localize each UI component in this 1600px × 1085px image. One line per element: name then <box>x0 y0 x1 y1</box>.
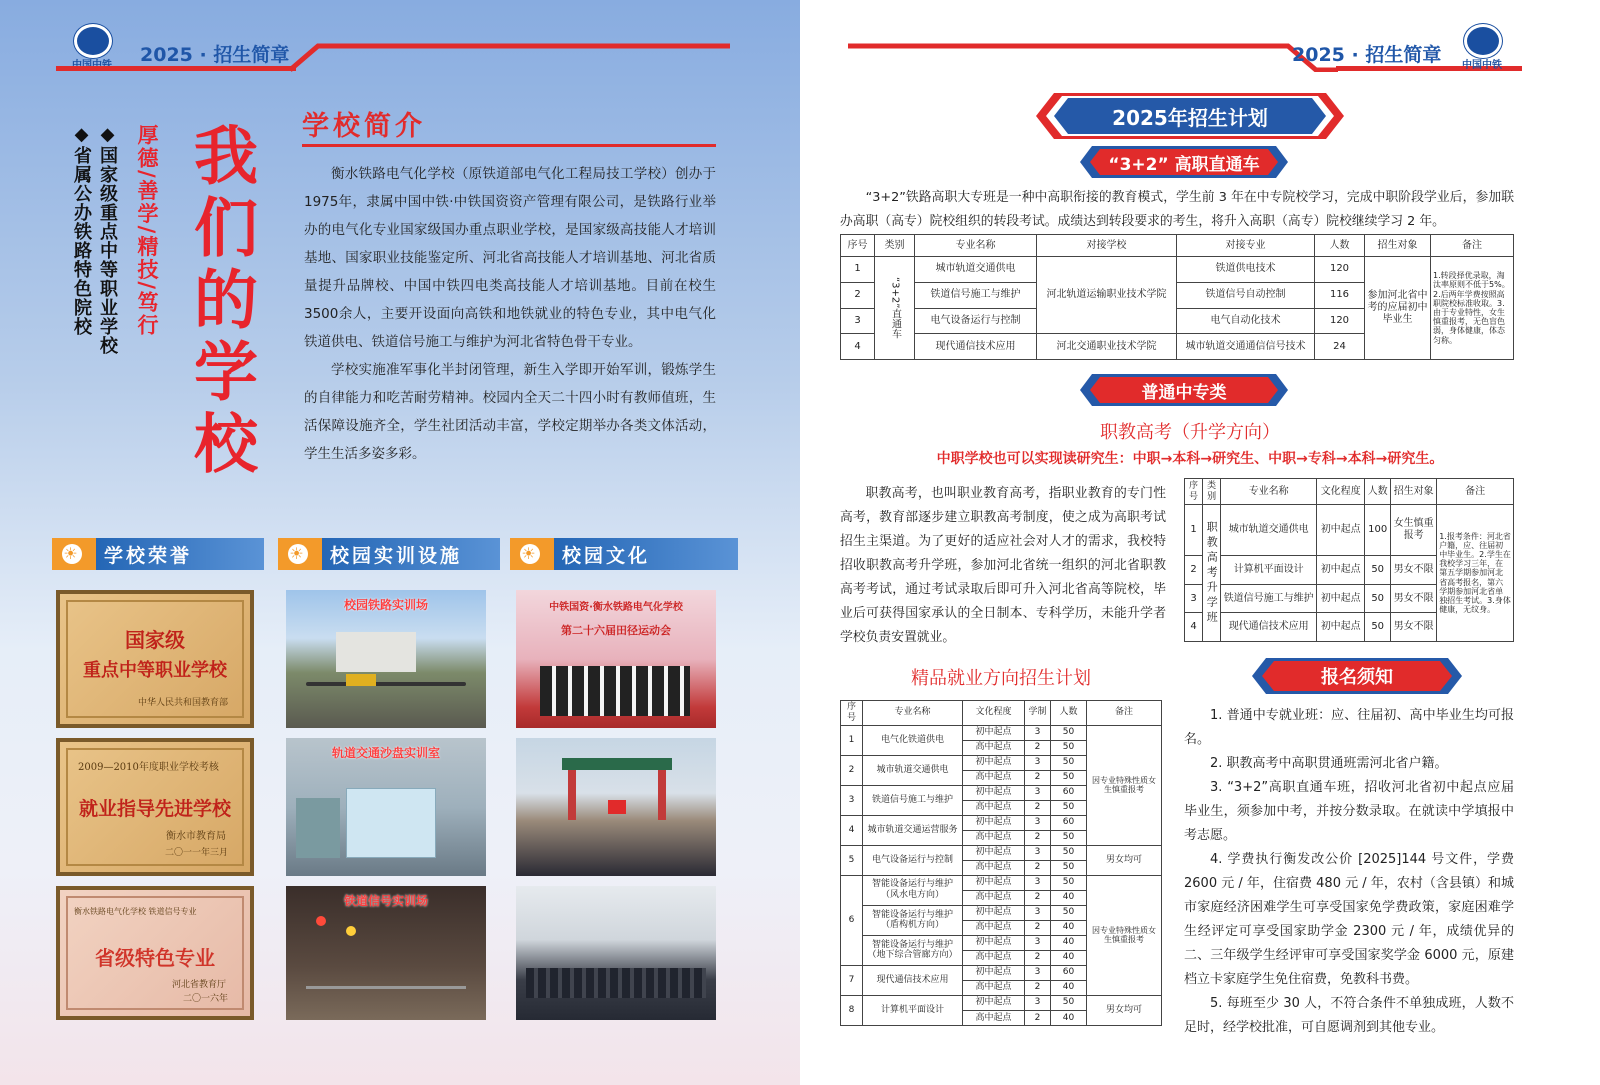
t3-cell: 7 <box>841 965 863 995</box>
section-honors <box>52 538 264 570</box>
t3-cell: 3 <box>1025 875 1051 890</box>
railway-logo-icon <box>1464 24 1502 58</box>
t2-cell: 50 <box>1365 584 1391 613</box>
t2-head: 序号 <box>1185 479 1203 505</box>
t3-cell: 高中起点 <box>963 770 1025 785</box>
t2-note: 1.报考条件：河北省户籍，应、往届初中毕业生。2.学生在我校学习三年，在第五学期参加河北省高考报名，第六学期参加河北省单独招生考试。3.身体健康，无纹身。 <box>1437 505 1514 642</box>
t3-cell: 高中起点 <box>963 1010 1025 1025</box>
t3-cell: 智能设备运行与维护（地下综合管廊方向） <box>863 935 963 965</box>
t3-cell: 初中起点 <box>963 965 1025 980</box>
t1-head-major: 专业名称 <box>915 235 1037 257</box>
plaque-3-date: 二〇一六年 <box>182 994 228 1004</box>
t1-cell: 1 <box>841 257 875 283</box>
plaque-3-top: 衡水铁路电气化学校 铁道信号专业 <box>74 907 197 916</box>
t1-head-no: 序号 <box>841 235 875 257</box>
photo-signal-site <box>286 886 486 1020</box>
notice-list <box>1184 704 1514 1040</box>
t1-cell: 24 <box>1315 334 1365 360</box>
t3-cell: 高中起点 <box>963 740 1025 755</box>
t3-head: 序号 <box>841 701 863 726</box>
t2-cell: 100 <box>1365 505 1391 556</box>
t3-cell: 50 <box>1051 755 1087 770</box>
notice-item-3: 3. “3+2”高职直通车班，招收河北省初中起点应届毕业生，须参加中考，并按分数录取。在就读中学填报中考志愿。 <box>1184 780 1514 843</box>
t3-cell: 计算机平面设计 <box>863 995 963 1025</box>
plaque-2-date: 二〇一一年三月 <box>164 848 228 858</box>
header-title-right: 2025 · 招生简章 <box>1292 44 1442 66</box>
photo-sports-meet <box>516 590 716 728</box>
t3-cell: 2 <box>1025 980 1051 995</box>
t2-cell: 2 <box>1185 556 1203 585</box>
section-facilities-label: 校园实训设施 <box>330 544 463 567</box>
t3-cell: 3 <box>1025 755 1051 770</box>
t3-cell: 2 <box>841 755 863 785</box>
school-motto: 厚德/善学/精技/笃行 <box>135 124 160 338</box>
t3-cell: 50 <box>1051 800 1087 815</box>
t1-head-school: 对接学校 <box>1037 235 1177 257</box>
table-3plus2 <box>840 234 1514 360</box>
t3-cell: 3 <box>1025 725 1051 740</box>
honor-plaque-1 <box>56 590 254 728</box>
t3-cell: 40 <box>1051 920 1087 935</box>
sub2-path: 中职学校也可以实现读研究生：中职→本科→研究生、中职→专科→本科→研究生。 <box>936 451 1444 467</box>
t3-cell: 6 <box>841 875 863 965</box>
t1-cell: 120 <box>1315 308 1365 334</box>
t3-cell: 2 <box>1025 800 1051 815</box>
t1-category: “3+2”直通车 <box>875 257 915 360</box>
t1-cell: 现代通信技术应用 <box>915 334 1037 360</box>
logo-text-right: 中国中铁 <box>1462 60 1502 71</box>
t3-cell: 50 <box>1051 905 1087 920</box>
t3-cell: 3 <box>1025 905 1051 920</box>
t3-cell: 因专业特殊性质女生慎重报考 <box>1087 875 1162 995</box>
table-row <box>841 725 1162 740</box>
t1-head-count: 人数 <box>1315 235 1365 257</box>
sun-icon: ☀ <box>521 544 539 563</box>
t2-cell: 城市轨道交通供电 <box>1221 505 1317 556</box>
railway-logo-icon <box>74 24 112 58</box>
t3-cell: 高中起点 <box>963 830 1025 845</box>
t3-cell: 1 <box>841 725 863 755</box>
notice-title: 报名须知 <box>1321 667 1393 688</box>
t3-cell: 城市轨道交通运营服务 <box>863 815 963 845</box>
t1-note: 1.转段择优录取，淘汰率原则不低于5%。2.后两年学费按照高职院校标准收取。3.由于专业特性，女生慎重报考，无色盲色弱，身体健康，体态匀称。 <box>1431 257 1514 360</box>
t2-head: 文化程度 <box>1317 479 1365 505</box>
t3-head: 备注 <box>1087 701 1162 726</box>
bullet-2: ◆省属公办铁路特色院校 <box>71 124 92 336</box>
t3-cell: 2 <box>1025 770 1051 785</box>
t1-head-category: 类别 <box>875 235 915 257</box>
t3-cell: 60 <box>1051 785 1087 800</box>
plaque-1-line2: 重点中等职业学校 <box>83 660 227 681</box>
t1-cell: 2 <box>841 282 875 308</box>
table-vocational <box>1184 478 1514 642</box>
t3-cell: 城市轨道交通供电 <box>863 755 963 785</box>
header-title: 2025 · 招生简章 <box>140 44 290 66</box>
section-culture <box>510 538 738 570</box>
t3-cell: 高中起点 <box>963 980 1025 995</box>
plaque-1-issuer: 中华人民共和国教育部 <box>137 698 228 708</box>
notice-item-2: 2. 职教高考中高职贯通班需河北省户籍。 <box>1210 756 1448 771</box>
t1-cell: 116 <box>1315 282 1365 308</box>
t3-cell: 初中起点 <box>963 725 1025 740</box>
t3-cell: 50 <box>1051 845 1087 860</box>
sub2-title: 普通中专类 <box>1141 382 1227 403</box>
honor-plaque-3 <box>56 886 254 1020</box>
plaque-3-main: 省级特色专业 <box>95 946 215 970</box>
t2-cell: 女生慎重报考 <box>1391 505 1437 556</box>
caption-signal-site: 铁道信号实训场 <box>343 894 428 908</box>
t2-cell: 1 <box>1185 505 1203 556</box>
sun-icon: ☀ <box>289 544 307 563</box>
table-row <box>841 257 1514 283</box>
t3-head: 专业名称 <box>863 701 963 726</box>
t3-cell: 初中起点 <box>963 905 1025 920</box>
calligraphy-title: 我们的学校 <box>183 122 258 482</box>
plan-title: 2025年招生计划 <box>1112 105 1268 130</box>
table-row <box>841 875 1162 890</box>
photo-assembly-hall <box>516 886 716 1020</box>
t3-cell: 高中起点 <box>963 860 1025 875</box>
culture-sub: 第二十六届田径运动会 <box>561 624 671 637</box>
notice-item-5: 5. 每班至少 30 人，不符合条件不单独成班，人数不足时，经学校批准，可自愿调剂到其他专业。 <box>1184 996 1514 1035</box>
t2-head: 备注 <box>1437 479 1514 505</box>
t2-cell: 4 <box>1185 613 1203 642</box>
section-culture-label: 校园文化 <box>562 544 651 567</box>
t2-category: 职教高考升学班 <box>1203 505 1221 642</box>
t3-cell: 初中起点 <box>963 995 1025 1010</box>
t3-cell: 高中起点 <box>963 890 1025 905</box>
t3-cell: 2 <box>1025 740 1051 755</box>
t3-body <box>841 725 1162 1025</box>
t3-cell: 3 <box>1025 995 1051 1010</box>
t3-cell: 铁道信号施工与维护 <box>863 785 963 815</box>
t3-cell: 因专业特殊性质女生慎重报考 <box>1087 725 1162 845</box>
intro-underline <box>302 144 716 147</box>
sub2-description: 职教高考，也叫职业教育高考，指职业教育的专门性高考，教育部逐步建立职教高考制度，使之成为高职考试招生主渠道。为了更好的适应社会对人才的需求，我校特招收职教高考升学班，参加河北省统一组织的河北省职教高考考试，通过考试录取后即可升入河北省高等院校，毕业后可获得国家承认的全日制本、专科学历，未能升学者学校负责安置就业。 <box>840 486 1166 645</box>
t3-cell: 50 <box>1051 830 1087 845</box>
intro-title: 学校简介 <box>302 111 426 142</box>
t3-cell: 高中起点 <box>963 920 1025 935</box>
t1-cell: 120 <box>1315 257 1365 283</box>
t3-cell: 初中起点 <box>963 755 1025 770</box>
t1-cell: 城市轨道交通供电 <box>915 257 1037 283</box>
table-row <box>841 995 1162 1010</box>
t3-title: 精品就业方向招生计划 <box>911 668 1091 689</box>
caption-sandtable-room: 轨道交通沙盘实训室 <box>331 746 440 760</box>
culture-banner: 中铁国资·衡水铁路电气化学校 <box>549 602 683 613</box>
t2-cell: 男女不限 <box>1391 584 1437 613</box>
t3-cell: 50 <box>1051 995 1087 1010</box>
t1-school-b: 河北交通职业技术学院 <box>1037 334 1177 360</box>
t3-head: 文化程度 <box>963 701 1025 726</box>
t3-cell: 3 <box>1025 815 1051 830</box>
t3-cell: 初中起点 <box>963 815 1025 830</box>
right-page <box>800 0 1600 1085</box>
t3-cell: 2 <box>1025 890 1051 905</box>
t3-cell: 50 <box>1051 875 1087 890</box>
photo-railway-yard <box>286 590 486 728</box>
t3-cell: 2 <box>1025 950 1051 965</box>
table-row <box>841 845 1162 860</box>
t2-head: 招生对象 <box>1391 479 1437 505</box>
plaque-1-line1: 国家级 <box>125 628 185 652</box>
t1-cell: 电气设备运行与控制 <box>915 308 1037 334</box>
honor-plaque-2 <box>56 738 254 876</box>
t3-cell: 40 <box>1051 935 1087 950</box>
t3-cell: 3 <box>1025 965 1051 980</box>
intro-paragraph-2: 学校实施准军事化半封闭管理，新生入学即开始军训，锻炼学生的自律能力和吃苦耐劳精神。校园内全天二十四小时有教师值班，生活保障设施齐全，学生社团活动丰富，学校定期举办各类文体活动，学生生活多姿多彩。 <box>304 362 716 462</box>
t3-cell: 3 <box>1025 785 1051 800</box>
t3-head: 人数 <box>1051 701 1087 726</box>
sun-icon: ☀ <box>63 544 81 563</box>
t3-cell: 60 <box>1051 965 1087 980</box>
notice-item-1: 1. 普通中专就业班：应、往届初、高中毕业生均可报名。 <box>1184 708 1514 747</box>
t1-cell: 铁道信号自动控制 <box>1177 282 1315 308</box>
t3-cell: 初中起点 <box>963 875 1025 890</box>
t3-cell: 40 <box>1051 950 1087 965</box>
t3-cell: 现代通信技术应用 <box>863 965 963 995</box>
t2-cell: 初中起点 <box>1317 584 1365 613</box>
t3-cell: 高中起点 <box>963 800 1025 815</box>
t2-cell: 初中起点 <box>1317 505 1365 556</box>
t3-head: 学制 <box>1025 701 1051 726</box>
t3-cell: 40 <box>1051 980 1087 995</box>
t2-cell: 初中起点 <box>1317 556 1365 585</box>
t3-cell: 5 <box>841 845 863 875</box>
t2-cell: 铁道信号施工与维护 <box>1221 584 1317 613</box>
t3-cell: 8 <box>841 995 863 1025</box>
t3-cell: 4 <box>841 815 863 845</box>
t1-head-note: 备注 <box>1431 235 1514 257</box>
t3-cell: 50 <box>1051 740 1087 755</box>
plaque-3-issuer: 河北省教育厅 <box>171 980 226 990</box>
t3-cell: 2 <box>1025 830 1051 845</box>
t3-cell: 50 <box>1051 770 1087 785</box>
t3-cell: 60 <box>1051 815 1087 830</box>
t3-cell: 初中起点 <box>963 785 1025 800</box>
header-bar <box>56 66 296 71</box>
t2-cell: 3 <box>1185 584 1203 613</box>
t2-cell: 男女不限 <box>1391 556 1437 585</box>
t3-cell: 50 <box>1051 860 1087 875</box>
t3-cell: 2 <box>1025 920 1051 935</box>
t3-cell: 50 <box>1051 725 1087 740</box>
plaque-2-issuer: 衡水市教育局 <box>166 831 226 842</box>
intro-body <box>304 160 716 468</box>
t2-head: 人数 <box>1365 479 1391 505</box>
t1-head-target: 招生对象 <box>1365 235 1431 257</box>
t3-cell: 男女均可 <box>1087 845 1162 875</box>
t3-cell: 男女均可 <box>1087 995 1162 1025</box>
t3-cell: 智能设备运行与维护（风水电方向） <box>863 875 963 905</box>
t1-cell: 铁道信号施工与维护 <box>915 282 1037 308</box>
t3-cell: 高中起点 <box>963 950 1025 965</box>
sub1-title: “3+2” 高职直通车 <box>1108 154 1260 175</box>
table-row <box>1185 505 1514 556</box>
t2-cell: 初中起点 <box>1317 613 1365 642</box>
t3-cell: 电气设备运行与控制 <box>863 845 963 875</box>
t3-cell: 电气化铁道供电 <box>863 725 963 755</box>
t3-cell: 2 <box>1025 860 1051 875</box>
notice-item-4: 4. 学费执行衡发改公价 [2025]144 号文件，学费 2600 元 / 年，住宿费 480 元 / 年，农村（含县镇）和城市家庭经济困难学生可享受国家免学费政策，家庭困难学生经评定可享受国家助学金 2300 元 / 年，成绩优异的二、三年级学生经评审可享受国家奖学金 6000 元，原建档立卡家庭学生免住宿费，免教科书费。 <box>1184 852 1514 987</box>
t1-cell: 城市轨道交通通信信号技术 <box>1177 334 1315 360</box>
caption-railway-yard: 校园铁路实训场 <box>343 598 428 612</box>
header-bar-slant <box>290 40 730 72</box>
t3-cell: 初中起点 <box>963 845 1025 860</box>
t2-cell: 50 <box>1365 613 1391 642</box>
t3-cell: 3 <box>1025 845 1051 860</box>
t2-head: 类别 <box>1203 479 1221 505</box>
t1-target: 参加河北省中考的应届初中毕业生 <box>1365 257 1431 360</box>
t2-head: 专业名称 <box>1221 479 1317 505</box>
bullet-1: ◆国家级重点中等职业学校 <box>97 124 118 355</box>
intro-paragraph-1: 衡水铁路电气化学校（原铁道部电气化工程局技工学校）创办于1975年，隶属中国中铁·中铁国资资产管理有限公司，是铁路行业举办的电气化专业国家级国办重点职业学校，是国家级高技能人才培训基地、国家职业技能鉴定所、河北省高技能人才培训基地、河北省质量提升品牌校、中国中铁四电类高技能人才培训基地。目前在校生3500余人，主要开设面向高铁和地铁就业的特色专业，其中电气化铁道供电、铁道信号施工与维护为河北省特色骨干专业。 <box>304 166 716 350</box>
t2-cell: 50 <box>1365 556 1391 585</box>
t3-cell: 智能设备运行与维护（盾构机方向） <box>863 905 963 935</box>
photo-gate-group <box>516 738 716 876</box>
section-honors-label: 学校荣誉 <box>104 544 193 567</box>
t1-cell: 电气自动化技术 <box>1177 308 1315 334</box>
t1-head-target-major: 对接专业 <box>1177 235 1315 257</box>
t3-cell: 40 <box>1051 1010 1087 1025</box>
t2-cell: 计算机平面设计 <box>1221 556 1317 585</box>
t3-cell: 初中起点 <box>963 935 1025 950</box>
t1-cell: 铁道供电技术 <box>1177 257 1315 283</box>
t3-cell: 3 <box>1025 935 1051 950</box>
t3-cell: 2 <box>1025 1010 1051 1025</box>
photo-sandtable-room <box>286 738 486 876</box>
t3-cell: 40 <box>1051 890 1087 905</box>
t2-cell: 现代通信技术应用 <box>1221 613 1317 642</box>
table-employment <box>840 700 1162 1026</box>
header-bar-slant-right <box>848 40 1338 72</box>
t2-cell: 男女不限 <box>1391 613 1437 642</box>
t3-cell: 3 <box>841 785 863 815</box>
t1-school-a: 河北轨道运输职业技术学院 <box>1037 257 1177 334</box>
plaque-2-top: 2009—2010年度职业学校考核 <box>78 762 219 773</box>
section-facilities <box>278 538 500 570</box>
sub2-heading: 职教高考（升学方向） <box>1100 422 1280 443</box>
plaque-2-main: 就业指导先进学校 <box>78 798 231 820</box>
t1-cell: 3 <box>841 308 875 334</box>
sub1-description: “3+2”铁路高职大专班是一种中高职衔接的教育模式，学生前 3 年在中专院校学习，完成中职阶段学业后，参加联办高职（高专）院校组织的转段考试。成绩达到转段要求的考生，将升入高职（高专）院校继续学习 2 年。 <box>840 190 1514 229</box>
t1-cell: 4 <box>841 334 875 360</box>
